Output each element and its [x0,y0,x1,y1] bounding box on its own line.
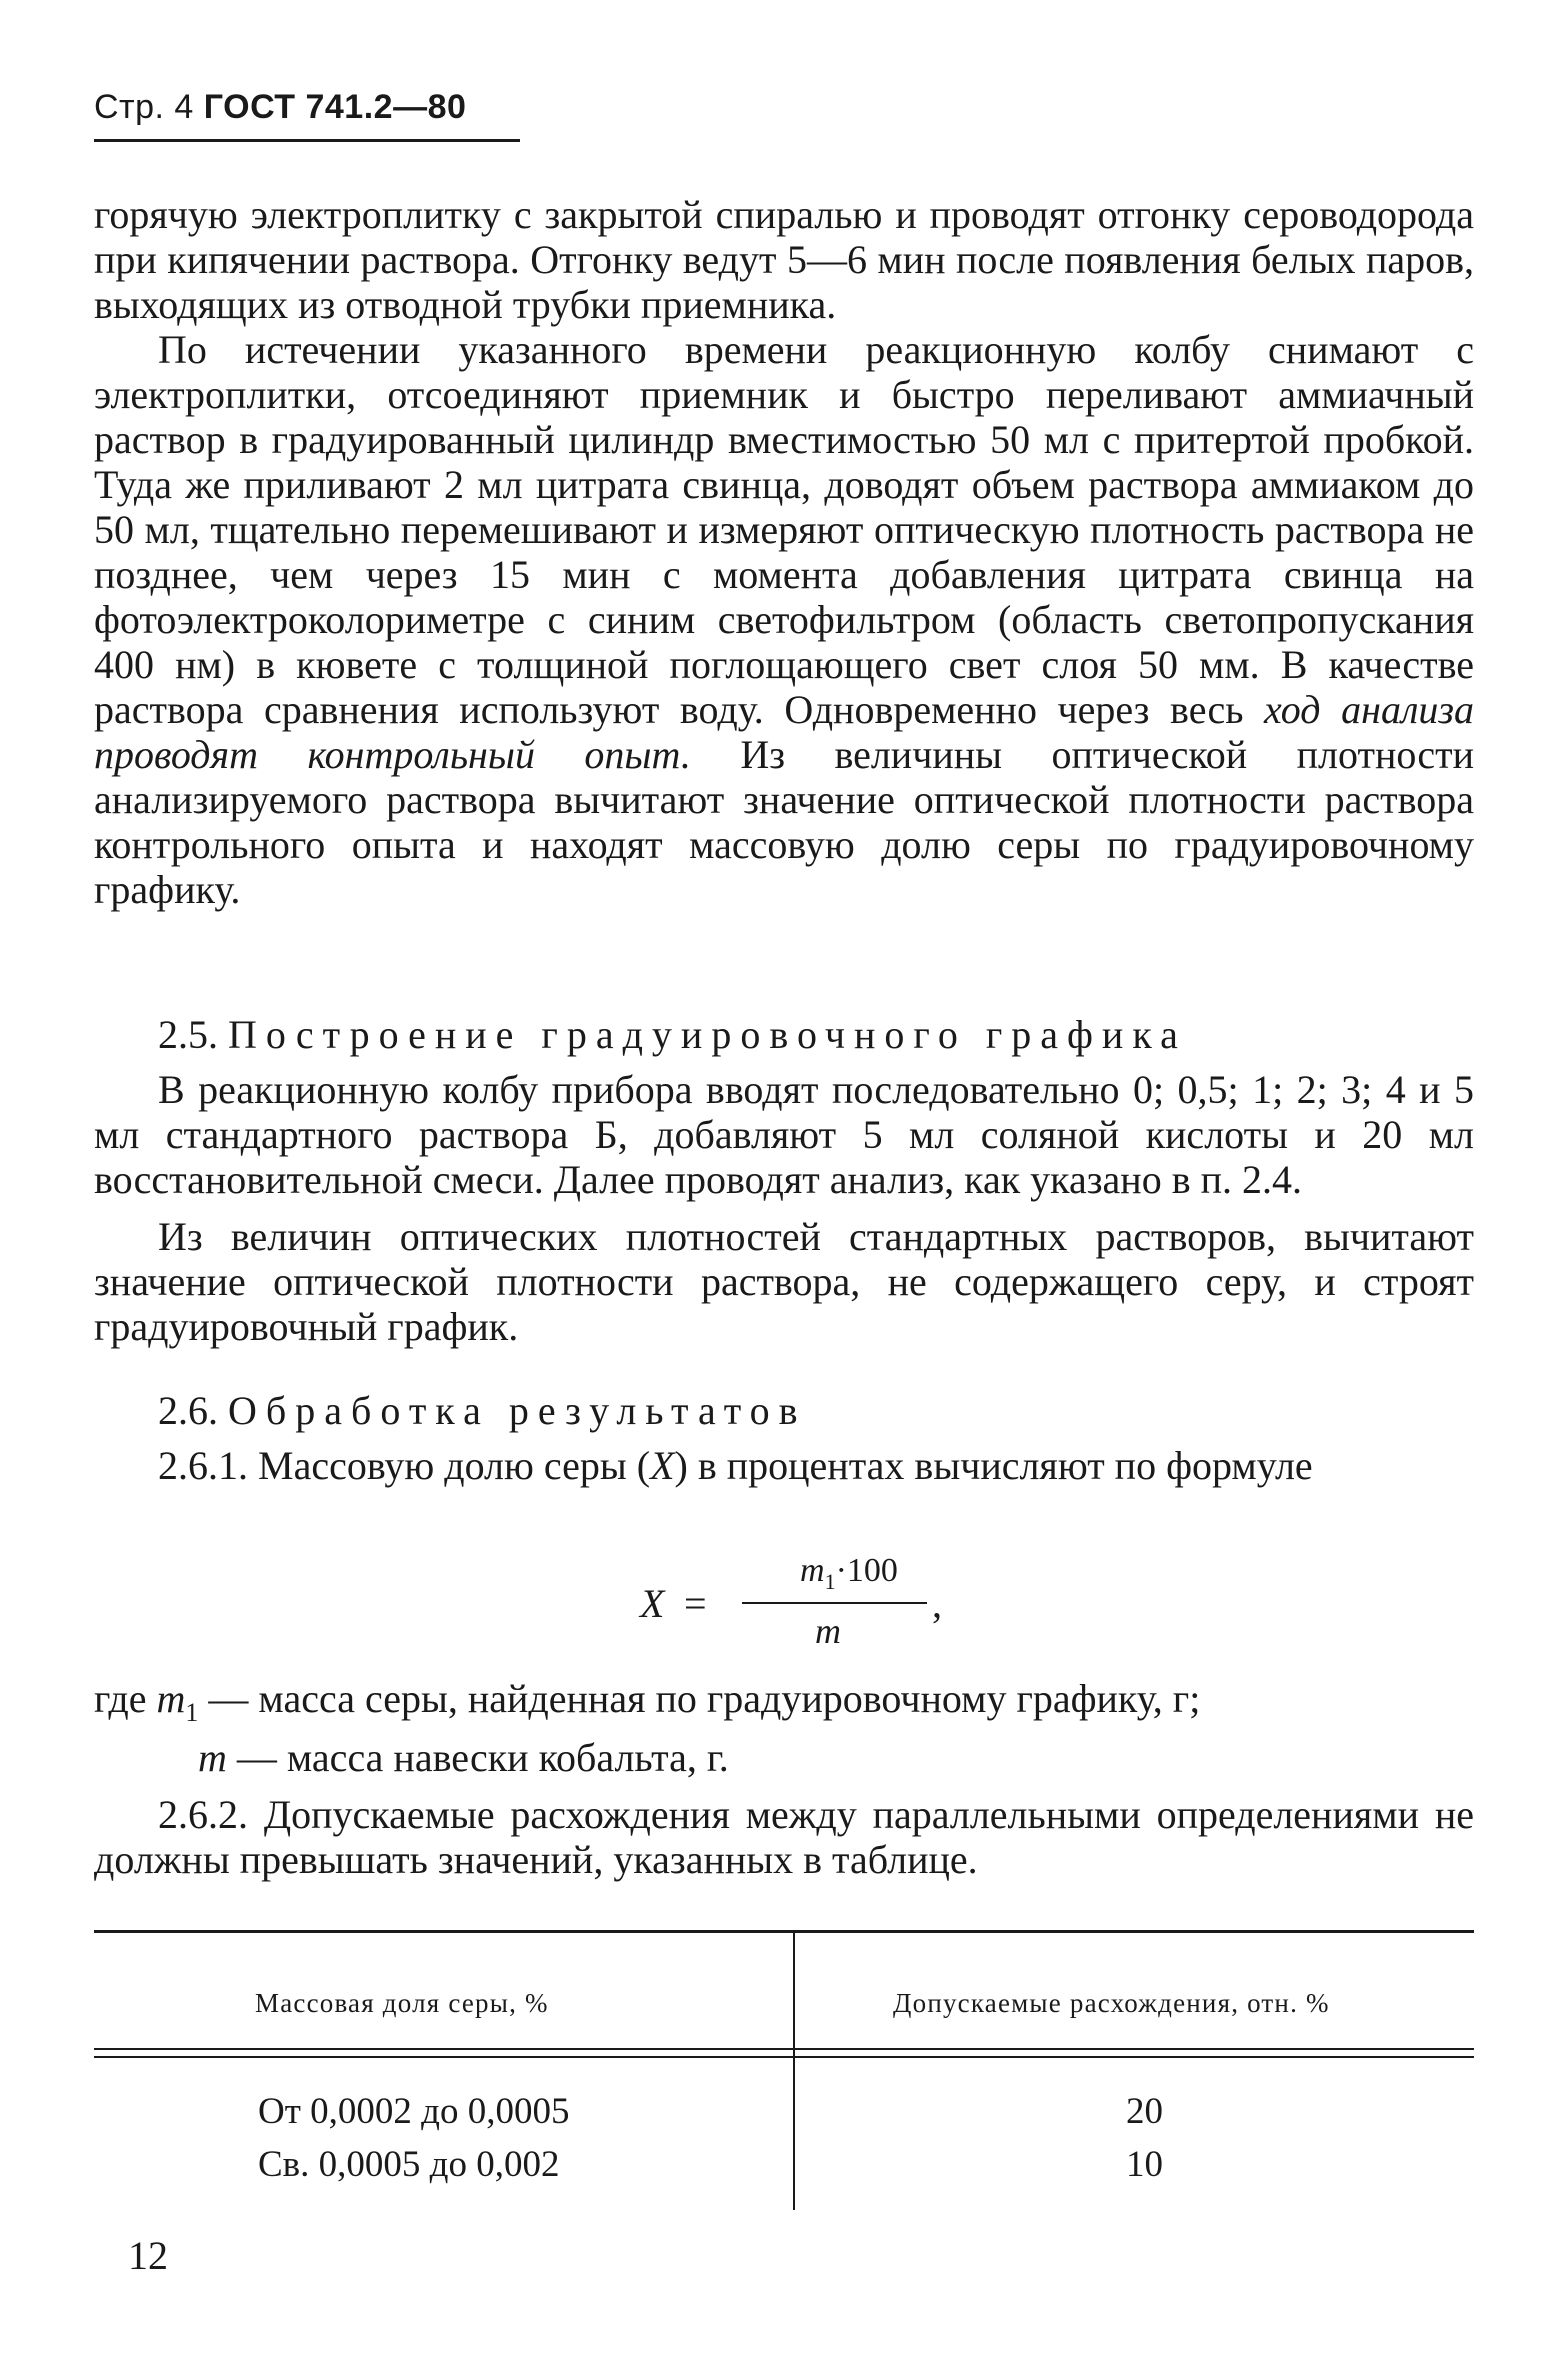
table-column-divider-body [793,2058,795,2210]
header-rule [94,139,520,142]
formula-fraction-bar [742,1602,927,1604]
legend-m1-var: m [156,1676,186,1721]
paragraph-measurement [94,327,1474,912]
body-text-block-3 [94,1443,1474,1488]
table-header-rule-1 [94,2048,1474,2050]
formula-lhs: X [640,1581,665,1626]
section-heading-2-5 [158,1012,1187,1057]
formula-intro-var: X [650,1443,675,1488]
section-number: 2.6. [158,1388,218,1433]
table-cell-range-2: Св. 0,0005 до 0,002 [258,2144,560,2185]
table-cell-tolerance-2: 10 [1126,2144,1163,2185]
page-label: Стр. 4 [94,88,194,126]
paragraph-continuation: горячую электроплитку с закрытой спиралью и проводят отгонку сероводорода при кипячении раствора. Отгонку ведут 5—6 мин после появления белых паров, выходящих из отводной трубки приемника. [94,192,1474,327]
table-cell-tolerance-1: 20 [1126,2091,1163,2132]
section-number: 2.5. [158,1012,218,1057]
body-text-block-2 [94,1067,1474,1349]
formula-legend-m1 [94,1676,1474,1735]
legend-m-var: m [198,1735,227,1780]
formula-intro-part-b: ) в процентах вычисляют по формуле [674,1443,1313,1488]
formula-numerator [800,1552,898,1595]
legend-m1-sub: 1 [185,1698,199,1727]
paragraph-calibration: В реакционную колбу прибора вводят последовательно 0; 0,5; 1; 2; 3; 4 и 5 мл стандартного раствора Б, добавляют 5 мл соляной кислоты и 20 мл восстановительной смеси. Далее проводят анализ, как указано в п. 2.4. [94,1067,1474,1202]
body-text-block-1 [94,192,1474,912]
page-header [94,88,466,127]
paragraph-calibration-graph: Из величин оптических плотностей стандартных растворов, вычитают значение оптической плотности раствора, не содержащего серу, и строят градуировочный график. [94,1214,1474,1349]
table-header-tolerance: Допускаемые расхождения, отн. % [893,1988,1330,2018]
standard-number: ГОСТ 741.2—80 [203,88,467,126]
sulfur-formula [640,1552,940,1662]
formula-denominator: m [815,1611,841,1651]
paragraph-tolerance: 2.6.2. Допускаемые расхождения между параллельными определениями не должны превышать значений, указанных в таблице. [94,1792,1474,1882]
table-cell-range-1: От 0,0002 до 0,0005 [258,2091,570,2132]
legend-m-desc: — масса навески кобальта, г. [226,1735,729,1780]
section-title: Обработка результатов [228,1388,807,1433]
body-text-block-4 [94,1676,1474,1882]
paragraph-measurement-part-b: Из величины оптической плотности анализируемого раствора вычитают значение оптической плотности раствора контрольного опыта и находят массовую долю серы по градуировочному графику. [94,732,1474,912]
paragraph-measurement-part-a: По истечении указанного времени реакционную колбу снимают с электроплитки, отсоединяют приемник и быстро переливают аммиачный раствор в градуированный цилиндр вместимостью 50 мл с притертой пробкой. Туда же приливают 2 мл цитрата свинца, доводят объем раствора аммиаком до 50 мл, тщательно перемешивают и измеряют оптическую плотность раствора не позднее, чем через 15 мин с момента добавления цитрата свинца на фотоэлектроколориметре с синим светофильтром (область светопропускания 400 нм) в кювете с толщиной поглощающего свет слоя 50 мм. В качестве раствора сравнения используют воду. Одновременно через весь [94,327,1474,732]
legend-where: где [94,1676,157,1721]
formula-legend-m [94,1735,1474,1780]
table-header-sulfur-fraction: Массовая доля серы, % [255,1988,549,2018]
legend-m1-desc: — масса серы, найденная по градуировочному графику, г; [198,1676,1201,1721]
section-title: Построение градуировочного графика [228,1012,1187,1057]
formula-numerator-rest: ·100 [835,1552,898,1589]
formula-intro-part-a: 2.6.1. Массовую долю серы ( [158,1443,651,1488]
paragraph-formula-intro [94,1443,1474,1488]
formula-equals: = [684,1581,707,1626]
formula-numerator-var: m [800,1552,825,1589]
section-heading-2-6 [158,1388,807,1433]
formula-numerator-sub: 1 [824,1568,836,1594]
table-header-rule-2 [94,2056,1474,2058]
table-top-rule [94,1930,1474,1933]
page-number: 12 [128,2233,168,2278]
formula-comma: , [932,1581,942,1626]
table-column-divider-header [793,1933,795,2058]
paragraph-measurement-italic: ход анализа проводят контрольный опыт. [94,687,1474,777]
